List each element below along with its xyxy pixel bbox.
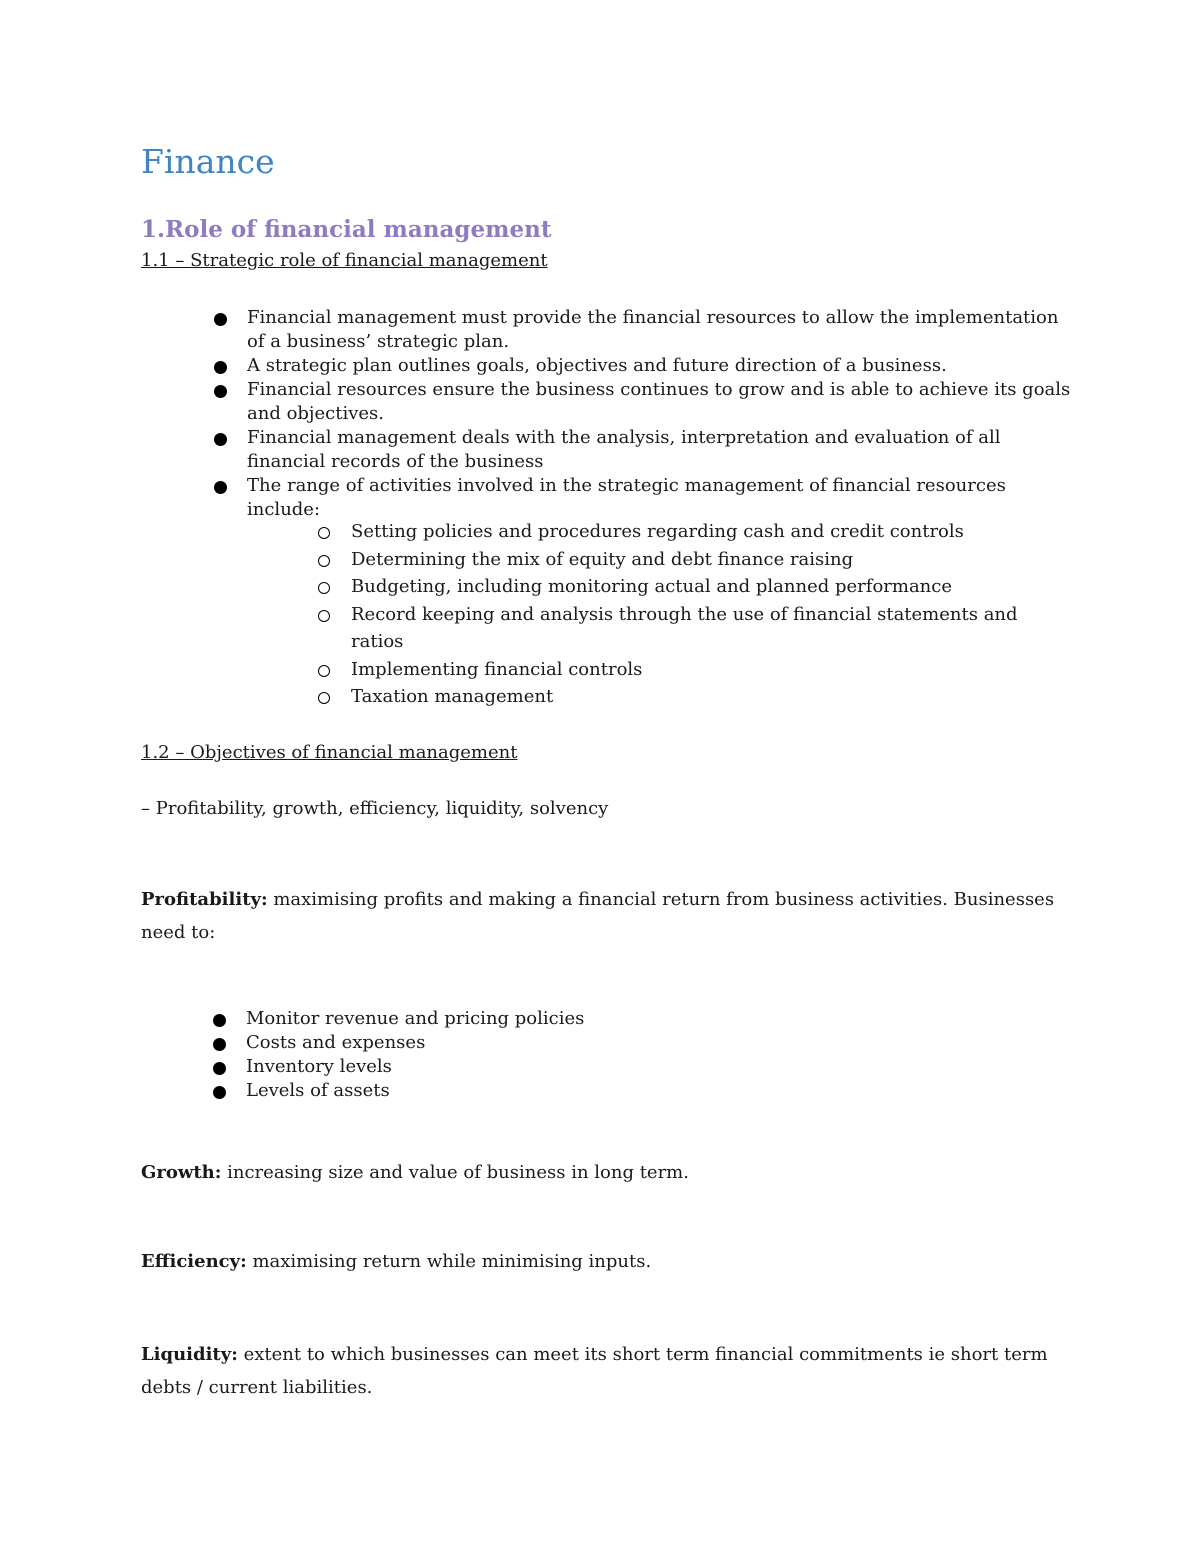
list-item: Taxation management <box>351 683 1041 711</box>
list-item: Costs and expenses <box>246 1031 1076 1055</box>
bullet-icon <box>213 1014 226 1027</box>
list-item: Financial management must provide the financial resources to allow the implementation of a business’ strategic plan. <box>247 306 1077 354</box>
list-item: A strategic plan outlines goals, objectives and future direction of a business. <box>247 354 1077 378</box>
list-item: Record keeping and analysis through the use of financial statements and ratios <box>351 601 1041 656</box>
bullet-icon <box>214 481 227 494</box>
bullet-icon <box>214 385 227 398</box>
hollow-bullet-icon <box>318 527 330 539</box>
bullet-icon <box>214 313 227 326</box>
list-item: Determining the mix of equity and debt finance raising <box>351 546 1041 574</box>
term-label: Growth: <box>141 1162 222 1183</box>
section-heading-role: 1.Role of financial management <box>141 216 552 243</box>
list-item: The range of activities involved in the strategic management of financial resources include: <box>247 474 1077 522</box>
hollow-bullet-icon <box>318 610 330 622</box>
hollow-bullet-icon <box>318 665 330 677</box>
profitability-list <box>246 1007 1076 1103</box>
list-item: Inventory levels <box>246 1055 1076 1079</box>
list-item: Setting policies and procedures regarding cash and credit controls <box>351 518 1041 546</box>
list-item: Financial management deals with the analysis, interpretation and evaluation of all financial records of the business <box>247 426 1077 474</box>
list-item: Budgeting, including monitoring actual and planned performance <box>351 573 1041 601</box>
list-item: Implementing financial controls <box>351 656 1041 684</box>
bullet-icon <box>213 1086 226 1099</box>
growth-paragraph: Growth: increasing size and value of business in long term. <box>141 1162 689 1183</box>
bullet-icon <box>213 1038 226 1051</box>
profitability-paragraph: Profitability: maximising profits and making a financial return from business activities. Businesses need to: <box>141 889 1055 943</box>
subheading-objectives: 1.2 – Objectives of financial management <box>141 742 518 763</box>
objectives-summary: – Profitability, growth, efficiency, liquidity, solvency <box>141 798 609 819</box>
list-item: Monitor revenue and pricing policies <box>246 1007 1076 1031</box>
hollow-bullet-icon <box>318 555 330 567</box>
document-title: Finance <box>141 142 275 181</box>
bullet-icon <box>213 1062 226 1075</box>
efficiency-paragraph: Efficiency: maximising return while minimising inputs. <box>141 1251 652 1272</box>
term-label: Efficiency: <box>141 1251 247 1272</box>
subheading-strategic-role: 1.1 – Strategic role of financial management <box>141 250 548 271</box>
bullet-icon <box>214 433 227 446</box>
list-item: Levels of assets <box>246 1079 1076 1103</box>
list-item: Financial resources ensure the business continues to grow and is able to achieve its goals and objectives. <box>247 378 1077 426</box>
liquidity-paragraph: Liquidity: extent to which businesses can meet its short term financial commitments ie short term debts / current liabilities. <box>141 1344 1048 1398</box>
bullet-icon <box>214 361 227 374</box>
strategic-role-list <box>247 306 1077 522</box>
hollow-bullet-icon <box>318 582 330 594</box>
term-label: Profitability: <box>141 889 268 910</box>
activities-sublist <box>351 518 1041 711</box>
term-label: Liquidity: <box>141 1344 238 1365</box>
hollow-bullet-icon <box>318 692 330 704</box>
